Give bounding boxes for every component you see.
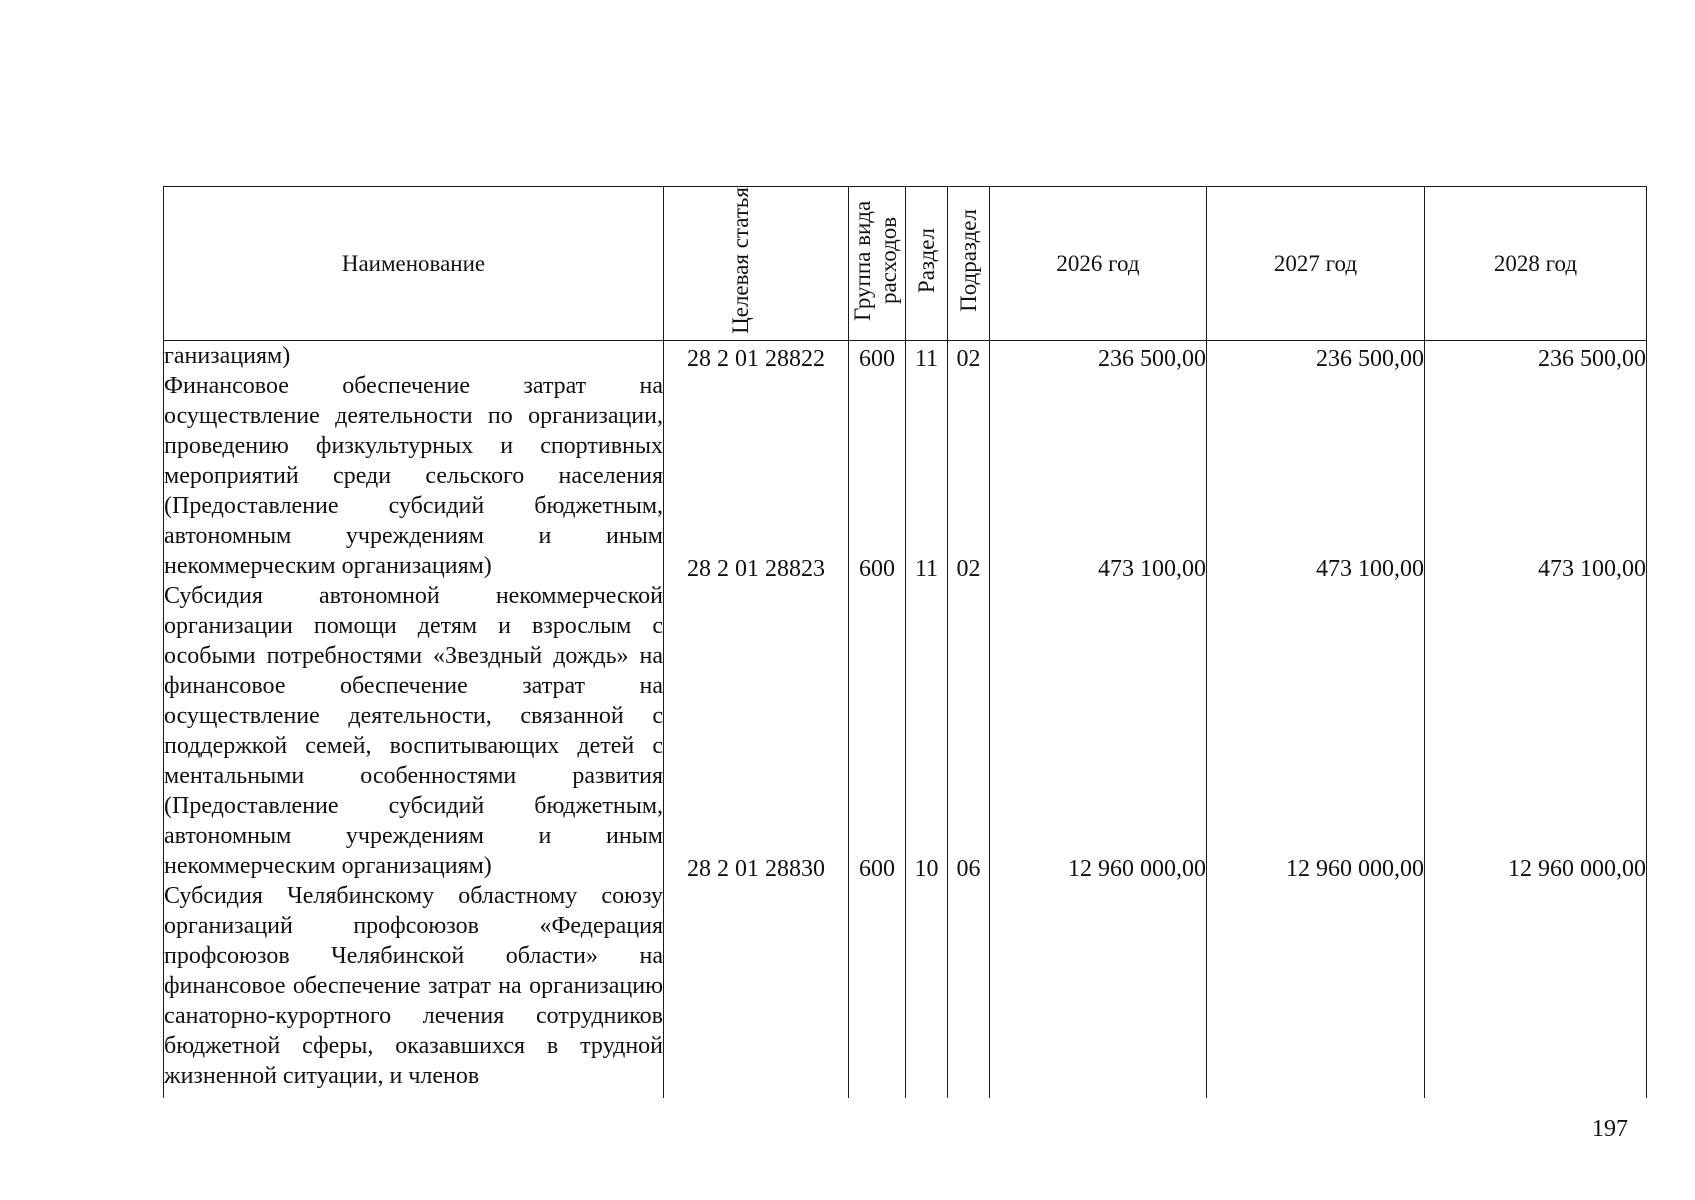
subsection-row-1: 02: [956, 346, 981, 372]
header-subsection: [948, 187, 990, 341]
name-paragraph-star-rain: Субсидия автономной некоммерческой организации помощи детям и взрослым с особыми потребностями «Звездный дождь» на финансовое обеспечение затрат на осуществление деятельности, связанной с поддержкой семей, воспитывающих детей с ментальными особенностями развития (Предоставление субсидий бюджетным, автономным учреждениям и иным некоммерческим организациям): [164, 583, 663, 879]
target-article-row-3: 28 2 01 28830: [687, 856, 825, 882]
expense-group-row-2: 600: [859, 556, 895, 582]
header-expense-group-label: Группа вида расходов: [850, 200, 901, 321]
target-article-row-2: 28 2 01 28823: [687, 556, 825, 582]
expense-group-cell: [849, 341, 906, 1099]
target-article-cell: [664, 341, 849, 1099]
year-2028-row-3: 12 960 000,00: [1508, 856, 1646, 882]
header-expense-group: [849, 187, 906, 341]
page-number: 197: [1592, 1116, 1628, 1142]
header-year-2026: 2026 год: [990, 187, 1207, 341]
header-target-article-label: Целевая статья: [728, 187, 753, 334]
year-2026-cell: [990, 341, 1207, 1099]
year-2027-cell: [1207, 341, 1425, 1099]
header-target-article: [664, 187, 849, 341]
section-row-1: 11: [914, 346, 939, 372]
budget-table: [163, 186, 1647, 1098]
header-year-2027: 2027 год: [1207, 187, 1425, 341]
subsection-cell: [948, 341, 990, 1099]
expense-group-row-1: 600: [859, 346, 895, 372]
expense-group-row-3: 600: [859, 856, 895, 882]
name-paragraph-sports: Финансовое обеспечение затрат на осуществление деятельности по организации, проведению физкультурных и спортивных мероприятий среди сельского населения (Предоставление субсидий бюджетным, автономным учреждениям и иным некоммерческим организациям): [164, 373, 663, 579]
name-paragraph-continuation: ганизациям): [164, 343, 291, 369]
header-subsection-label: Подраздел: [955, 209, 981, 312]
section-cell: [906, 341, 948, 1099]
budget-table-container: [163, 186, 1646, 1098]
year-2026-row-2: 473 100,00: [1098, 556, 1206, 582]
target-article-row-1: 28 2 01 28822: [687, 346, 825, 372]
year-2028-cell: [1425, 341, 1647, 1099]
year-2027-row-1: 236 500,00: [1316, 346, 1424, 372]
year-2026-row-1: 236 500,00: [1098, 346, 1206, 372]
section-row-3: 10: [914, 856, 939, 882]
year-2028-row-1: 236 500,00: [1538, 346, 1646, 372]
year-2027-row-2: 473 100,00: [1316, 556, 1424, 582]
year-2026-row-3: 12 960 000,00: [1068, 856, 1206, 882]
table-body-row: [164, 341, 1647, 1099]
year-2027-row-3: 12 960 000,00: [1286, 856, 1424, 882]
header-section-label: Раздел: [913, 227, 939, 294]
name-cell: [164, 341, 664, 1099]
header-year-2028: 2028 год: [1425, 187, 1647, 341]
header-name: Наименование: [164, 187, 664, 341]
subsection-row-3: 06: [956, 856, 981, 882]
name-paragraph-trade-unions: Субсидия Челябинскому областному союзу организаций профсоюзов «Федерация профсоюзов Челябинской области» на финансовое обеспечение затрат на организацию санаторно-курортного лечения сотрудников бюджетной сферы, оказавшихся в трудной жизненной ситуации, и членов: [164, 883, 663, 1089]
year-2028-row-2: 473 100,00: [1538, 556, 1646, 582]
section-row-2: 11: [914, 556, 939, 582]
table-header-row: [164, 187, 1647, 341]
subsection-row-2: 02: [956, 556, 981, 582]
header-section: [906, 187, 948, 341]
